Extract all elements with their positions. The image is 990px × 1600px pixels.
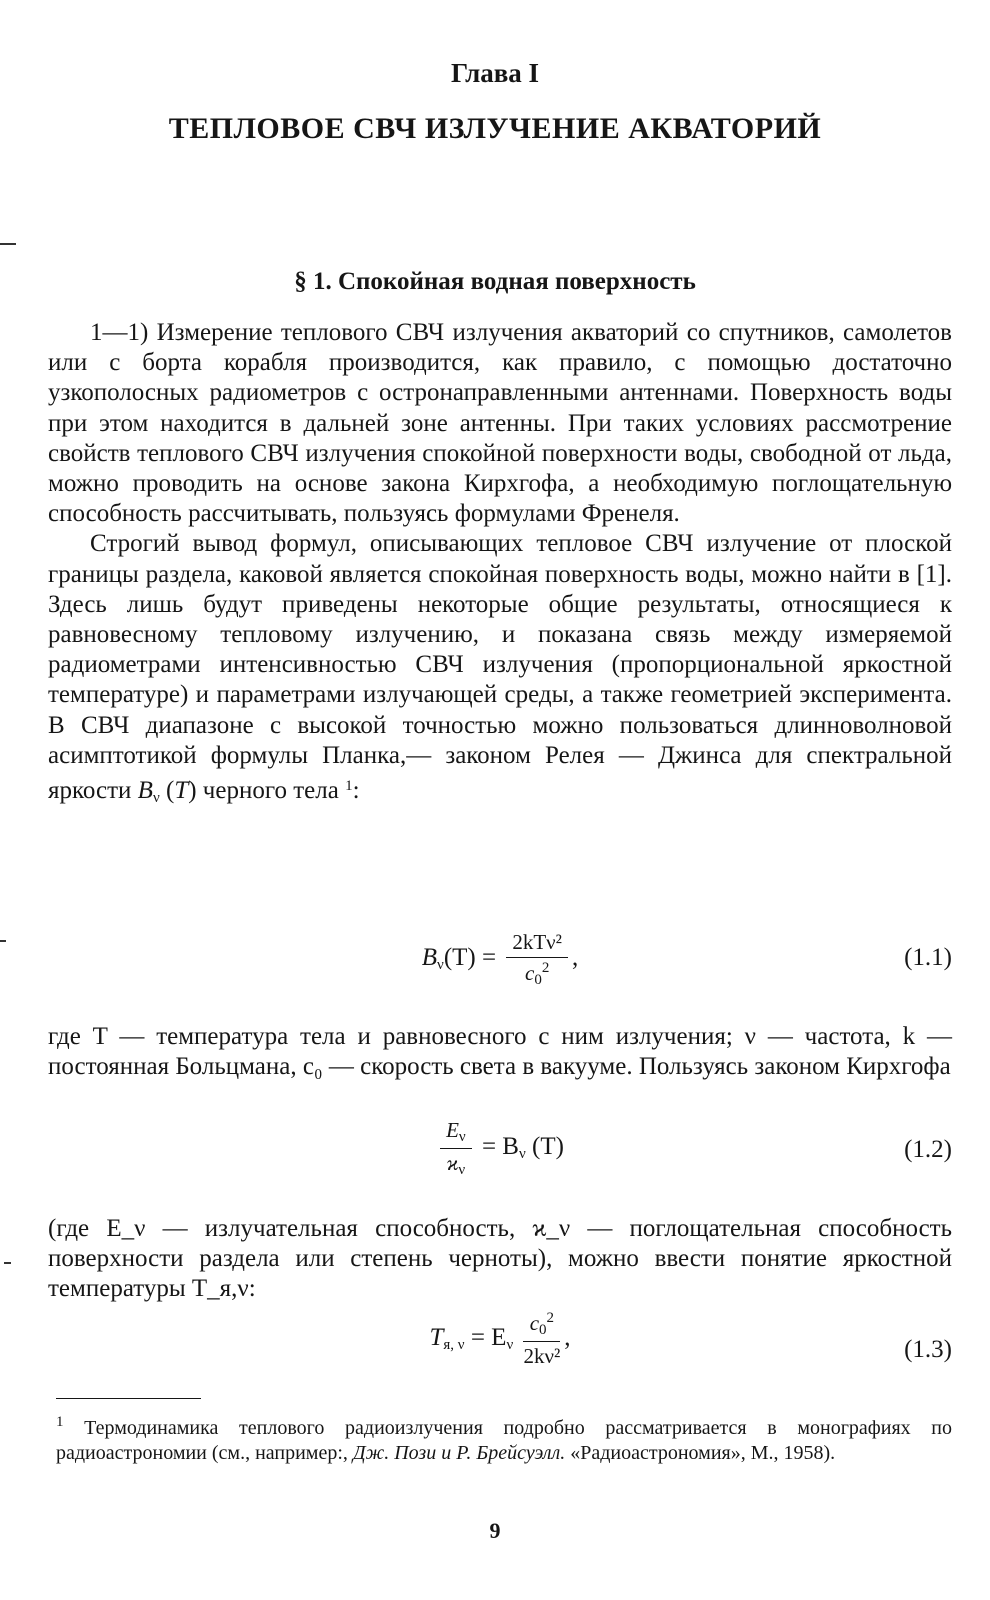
body-text-low bbox=[48, 1214, 952, 1305]
eq2-num-sub: ν bbox=[458, 1129, 466, 1145]
eq2-num-e: E bbox=[446, 1118, 459, 1142]
eq1-denominator bbox=[506, 958, 568, 989]
body-text-mid bbox=[48, 1022, 952, 1082]
eq3-fraction bbox=[523, 1310, 560, 1369]
equation-1-3-body bbox=[48, 1310, 952, 1369]
eq1-sub: ν bbox=[437, 957, 444, 974]
eq2-den-kappa: ϰ bbox=[446, 1151, 459, 1175]
body-text-top bbox=[48, 318, 952, 813]
chapter-title: ТЕПЛОВОЕ СВЧ ИЗЛУЧЕНИЕ АКВАТОРИЙ bbox=[168, 112, 822, 145]
page-number: 9 bbox=[489, 1518, 501, 1543]
eq1-lhs: B bbox=[421, 944, 438, 972]
eq2-den-sub: ν bbox=[458, 1162, 466, 1178]
eq1-numerator: 2kTν² bbox=[506, 930, 568, 958]
eq2-rhs: = B bbox=[481, 1133, 519, 1161]
eq1-label: (1.1) bbox=[904, 944, 952, 971]
scan-mark-top bbox=[0, 243, 16, 245]
footnote-mark: 1 bbox=[56, 1414, 64, 1430]
eq2-numerator bbox=[440, 1118, 472, 1149]
eq2-rhs-sub: ν bbox=[518, 1146, 526, 1163]
eq2-fraction bbox=[440, 1118, 472, 1179]
eq3-num-c: c bbox=[529, 1311, 540, 1335]
eq1-fraction bbox=[506, 930, 568, 989]
equation-1-1-body bbox=[48, 930, 952, 989]
eq3-lhs-sub: я, ν bbox=[443, 1337, 465, 1354]
paragraph-4: (где E_ν — излучательная способность, ϰ_ν — поглощательная способность поверхности раздела или степень черноты), можно ввести понятие яркостной температуры T_я,ν: bbox=[48, 1215, 952, 1303]
eq1-tail: , bbox=[571, 944, 579, 972]
eq1-den-sub: 0 bbox=[534, 972, 542, 988]
eq2-denominator bbox=[440, 1149, 472, 1179]
eq3-numerator bbox=[523, 1310, 560, 1342]
eq2-rhs-arg: (T) bbox=[532, 1133, 564, 1161]
paragraph-1: 1—1) Измерение теплового СВЧ излучения акваторий со спутников, самолетов или с борта корабля производится, как правило, с помощью достаточно узкополосных радиометров с остронаправленными антеннами. Поверхность воды при этом находится в дальней зоне антенны. При таких условиях рассмотрение свойств теплового СВЧ излучения спокойной поверхности воды, свободной от льда, можно проводить на основе закона Кирхгофа, а необходимую поглощательную способность рассчитывать, пользуясь формулами Френеля. bbox=[48, 319, 952, 528]
footnote-text bbox=[56, 1410, 952, 1466]
eq1-arg: (T) = bbox=[443, 944, 497, 972]
footnote-rule bbox=[56, 1398, 201, 1399]
footnote-tail: «Радиоастрономия», М., 1958). bbox=[570, 1442, 836, 1464]
paragraph-2: Строгий вывод формул, описывающих тепловое СВЧ излучение от плоской границы раздела, каковой является спокойная поверхность воды, можно найти в [1]. Здесь лишь будут приведены некоторые общие результаты, относящиеся к равновесному тепловому излучению, и показана связь между измеряемой радиометрами интенсивностью СВЧ излучения (пропорциональной яркостной температуре) и параметрами излучающей среды, а также геометрией эксперимента. В СВЧ диапазоне с высокой точностью можно пользоваться длинноволновой асимптотикой формулы Планка,— законом Релея — Джинса для спектральной яркости $B_\nu$ (T) черного тела $^1$: bbox=[48, 530, 952, 807]
footnote-authors: Дж. Пози и Р. Брейсуэлл. bbox=[352, 1442, 566, 1464]
chapter-label: Глава I bbox=[450, 58, 540, 88]
equation-1-3 bbox=[48, 1310, 952, 1380]
paragraph-2-end: черного тела bbox=[202, 777, 339, 805]
equation-1-1 bbox=[48, 930, 952, 1000]
footnote-body: Термодинамика теплового радиоизлучения подробно рассматривается в монографиях по радиоастрономии (см., например:, bbox=[56, 1417, 953, 1464]
footnote bbox=[56, 1410, 952, 1466]
section-heading: § 1. Спокойная водная поверхность bbox=[294, 268, 696, 295]
scan-mark-low bbox=[4, 1262, 11, 1264]
footnote-ref: 1 bbox=[345, 778, 353, 795]
eq3-num-sub: 0 bbox=[539, 1322, 547, 1338]
equation-1-2-body bbox=[48, 1118, 952, 1179]
eq1-den-c: c bbox=[525, 961, 535, 985]
eq2-label: (1.2) bbox=[904, 1136, 952, 1163]
paragraph-3: где T — температура тела и равновесного с ним излучения; ν — частота, k — постоянная Больцмана, c₀ — скорость света в вакууме. Пользуясь законом Кирхгофа bbox=[48, 1023, 952, 1081]
eq3-lhs: T bbox=[429, 1324, 444, 1352]
paragraph-2-text: Строгий вывод формул, описывающих тепловое СВЧ излучение от плоской границы раздела, каковой является спокойная поверхность воды, можно найти в [1]. Здесь лишь будут приведены некоторые общие результаты, относящиеся к равновесному тепловому излучению, и показана связь между измеряемой радиометрами интенсивностью СВЧ излучения (пропорциональной яркостной температуре) и параметрами излучающей среды, а также геометрией эксперимента. В СВЧ диапазоне с высокой точностью можно пользоваться длинноволновой асимптотикой формулы Планка,— законом Релея — Джинса для спектральной яркости bbox=[48, 530, 952, 805]
eq3-tail: , bbox=[564, 1324, 571, 1352]
eq3-num-sup: 2 bbox=[546, 1310, 555, 1326]
eq3-mid-sub: ν bbox=[506, 1337, 514, 1354]
equation-1-2 bbox=[48, 1118, 952, 1188]
eq3-mid: = E bbox=[470, 1324, 507, 1352]
scan-mark-mid bbox=[0, 940, 6, 942]
eq1-den-sup: 2 bbox=[541, 960, 550, 976]
eq3-denominator: 2kν² bbox=[523, 1344, 561, 1368]
eq3-label: (1.3) bbox=[904, 1336, 952, 1363]
